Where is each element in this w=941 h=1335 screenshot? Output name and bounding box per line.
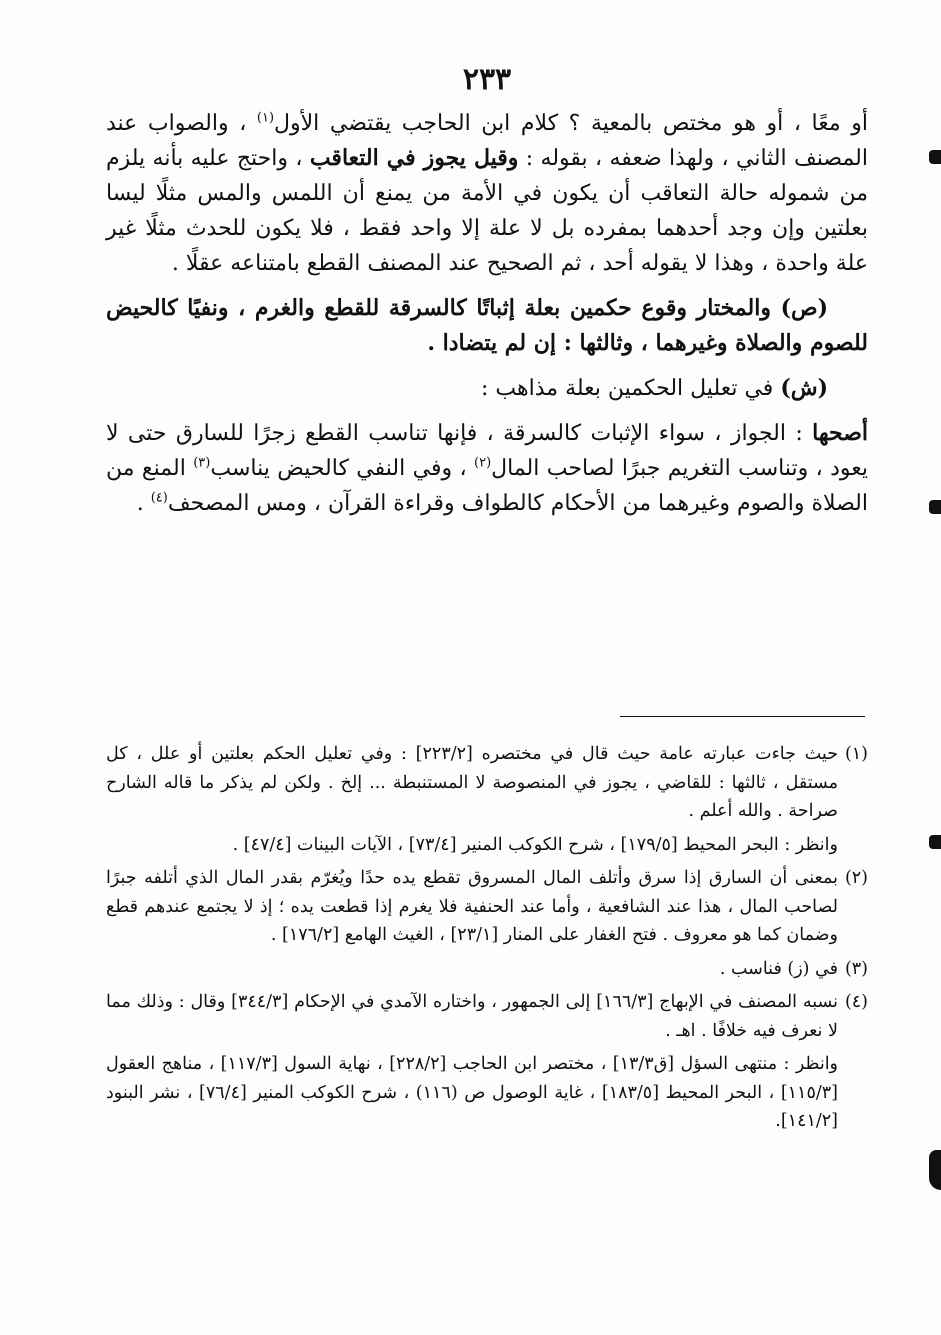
footnote-4 <box>106 988 868 1045</box>
footnote-1 <box>106 740 868 826</box>
scan-edge-mark <box>929 835 941 849</box>
heading-word: أصحها <box>812 420 868 446</box>
footnote-2 <box>106 864 868 950</box>
sharh-mark: (ش) <box>780 375 828 401</box>
scan-edge-mark <box>929 150 941 164</box>
footnote-text: حيث جاءت عبارته عامة حيث قال في مختصره [٢٢٣/٢] : وفي تعليل الحكم بعلتين أو علل ، كل مستقل ، ثالثها : للقاضي ، يجوز في المنصوصة لا المستنبطة ... إلخ . ولكن لم يذكر ما قاله الشارح صراحة . والله أعلم . <box>106 744 839 821</box>
footnote-ref-2[interactable]: (٢) <box>474 455 492 471</box>
paragraph-4: أصحها : الجواز ، سواء الإثبات كالسرقة ، فإنها تناسب القطع زجرًا للسارق حتى لا يعود ، وتناسب التغريم جبرًا لصاحب المال$^{(٢)}$ ، وفي النفي كالحيض يناسب$^{(٣)}$ المنع من الصلاة والصوم وغيرهما من الأحكام كالطواف وقراءة القرآن ، ومس المصحف$^{(٤)}$ . <box>106 420 869 516</box>
quoted-text: وقيل يجوز في التعاقب <box>309 145 519 171</box>
footnote-number: (٢) <box>844 868 868 888</box>
footnote-ref-4[interactable]: (٤) <box>150 490 168 506</box>
footnote-number: (٤) <box>844 992 868 1012</box>
footnote-4-references: وانظر : منتهى السؤل [ق١٣/٣] ، مختصر ابن الحاجب [٢٢٨/٢] ، نهاية السول [١١٧/٣] ، مناهج العقول [١١٥/٣] ، البحر المحيط [١٨٣/٥] ، غاية الوصول ص (١١٦) ، شرح الكوكب المنير [٧٦/٤] ، نشر البنود [١٤١/٢]. <box>106 1054 839 1131</box>
scan-edge-mark <box>929 500 941 514</box>
scan-edge-mark <box>929 1150 941 1190</box>
paragraph-matn: (ص) والمختار وقوع حكمين بعلة إثباتًا كالسرقة للقطع والغرم ، ونفيًا كالحيض للصوم والصلاة وغيرهما ، وثالثها : إن لم يتضادا . <box>106 295 868 356</box>
paragraph-sharh: (ش) في تعليل الحكمين بعلة مذاهب : <box>481 375 828 401</box>
footnote-1-references: وانظر : البحر المحيط [١٧٩/٥] ، شرح الكوكب المنير [٧٣/٤] ، الآيات البينات [٤٧/٤] . <box>232 834 838 855</box>
page-number: ٢٣٣ <box>462 62 512 97</box>
footnote-ref-1[interactable]: (١) <box>256 110 275 126</box>
footnote-ref-3[interactable]: (٣) <box>193 455 211 471</box>
footnote-3 <box>106 955 868 984</box>
footnote-text: في (ز) فناسب . <box>719 958 838 979</box>
footnote-text: بمعنى أن السارق إذا سرق وأتلف المال المسروق تقطع يده حدًا ويُغرّم بقدر المال الذي أتلفه جبرًا لصاحب المال ، هذا عند الشافعية ، وأما عند الحنفية فلا يغرم إذا قطعت يده ؛ إذ لا يجتمع عندهم قطع وضمان كما هو معروف . فتح الغفار على المنار [٢٣/١] ، الغيث الهامع [١٧٦/٢] . <box>106 868 838 945</box>
footnote-separator <box>620 716 865 717</box>
footnote-text: نسبه المصنف في الإبهاج [١٦٦/٣] إلى الجمهور ، واختاره الآمدي في الإحكام [٣٤٤/٣] وقال : وذلك مما لا نعرف فيه خلافًا . اهـ . <box>106 992 838 1041</box>
footnote-number: (١) <box>844 744 868 764</box>
paragraph-1: أو معًا ، أو هو مختص بالمعية ؟ كلام ابن الحاجب يقتضي الأول$^{(١)}$ ، والصواب عند المصنف الثاني ، ولهذا ضعفه ، بقوله : وقيل يجوز في التعاقب ، واحتج عليه بأنه يلزم من شموله حالة التعاقب أن يكون في الأمة من يمنع أن اللمس والمس مثلًا ليسا بعلتين وإن وجد أحدهما بمفرده بل لا علة إلا واحد فقط ، فلا يكون للحدث مثلًا غير علة واحدة ، وهذا لا يقوله أحد ، ثم الصحيح عند المصنف القطع بامتناعه عقلًا . <box>106 110 868 276</box>
main-text-block <box>106 58 868 521</box>
footnotes <box>106 740 868 1136</box>
footnote-number: (٣) <box>844 958 868 979</box>
